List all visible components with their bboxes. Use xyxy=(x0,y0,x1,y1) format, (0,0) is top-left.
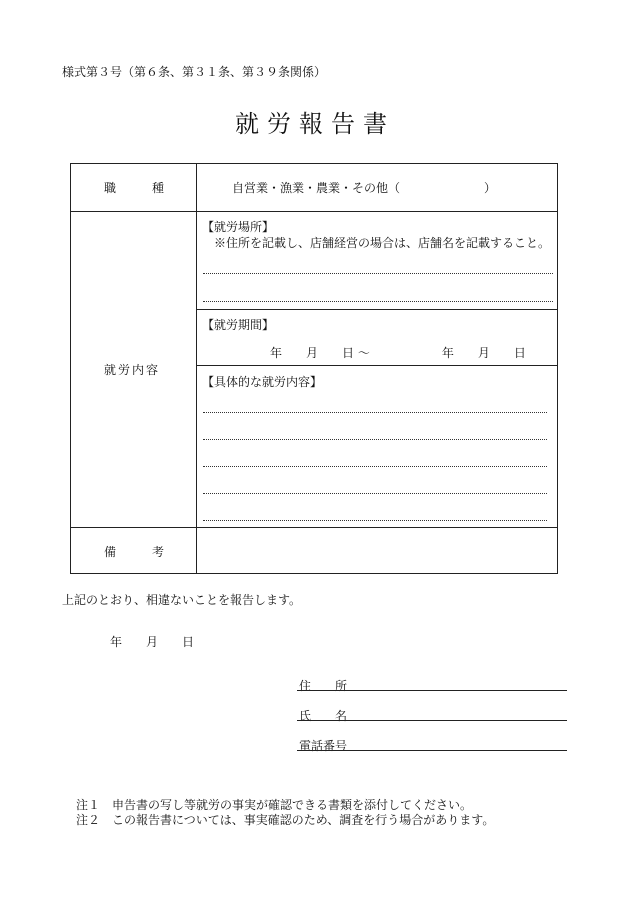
report-date[interactable]: 年 月 日 xyxy=(110,635,195,649)
page-title: 就労報告書 xyxy=(235,110,395,138)
form-number-label: 様式第３号（第６条、第３１条、第３９条関係） xyxy=(62,65,327,79)
phone-input-line[interactable] xyxy=(297,750,567,751)
work-place-input-line[interactable] xyxy=(203,273,553,274)
note-item: 注１ 申告書の写し等就労の事実が確認できる書類を添付してください。 xyxy=(76,798,473,812)
remarks-input[interactable] xyxy=(198,529,556,572)
work-place-heading: 【就労場所】 xyxy=(202,220,275,234)
work-period-heading: 【就労期間】 xyxy=(202,318,275,332)
work-detail-input-line[interactable] xyxy=(203,439,547,440)
declaration-text: 上記のとおり、相違ないことを報告します。 xyxy=(62,593,302,607)
work-place-note: ※住所を記載し、店舗経営の場合は、店舗名を記載すること。 xyxy=(214,236,551,250)
work-period-dates[interactable]: 年 月 日 ～ 年 月 日 xyxy=(270,346,526,360)
name-label: 氏 名 xyxy=(299,709,348,723)
occupation-options[interactable]: 自営業・漁業・農業・その他（ ） xyxy=(232,181,497,195)
work-detail-input-line[interactable] xyxy=(203,412,547,413)
table-subrow-divider xyxy=(196,309,558,310)
table-row-divider xyxy=(70,527,558,528)
name-input-line[interactable] xyxy=(297,720,567,721)
note-item: 注２ この報告書については、事実確認のため、調査を行う場合があります。 xyxy=(76,813,495,827)
address-label: 住 所 xyxy=(299,679,348,693)
table-column-divider xyxy=(196,163,197,574)
table-subrow-divider xyxy=(196,365,558,366)
remarks-label: 備 考 xyxy=(104,545,165,559)
work-content-label: 就労内容 xyxy=(104,363,161,377)
phone-label: 電話番号 xyxy=(299,739,348,753)
work-detail-input-line[interactable] xyxy=(203,466,547,467)
occupation-label: 職 種 xyxy=(104,181,165,195)
work-detail-input-line[interactable] xyxy=(203,493,547,494)
work-detail-heading: 【具体的な就労内容】 xyxy=(202,375,323,389)
table-row-divider xyxy=(70,211,558,212)
address-input-line[interactable] xyxy=(297,690,567,691)
work-detail-input-line[interactable] xyxy=(203,520,547,521)
work-place-input-line[interactable] xyxy=(203,301,553,302)
